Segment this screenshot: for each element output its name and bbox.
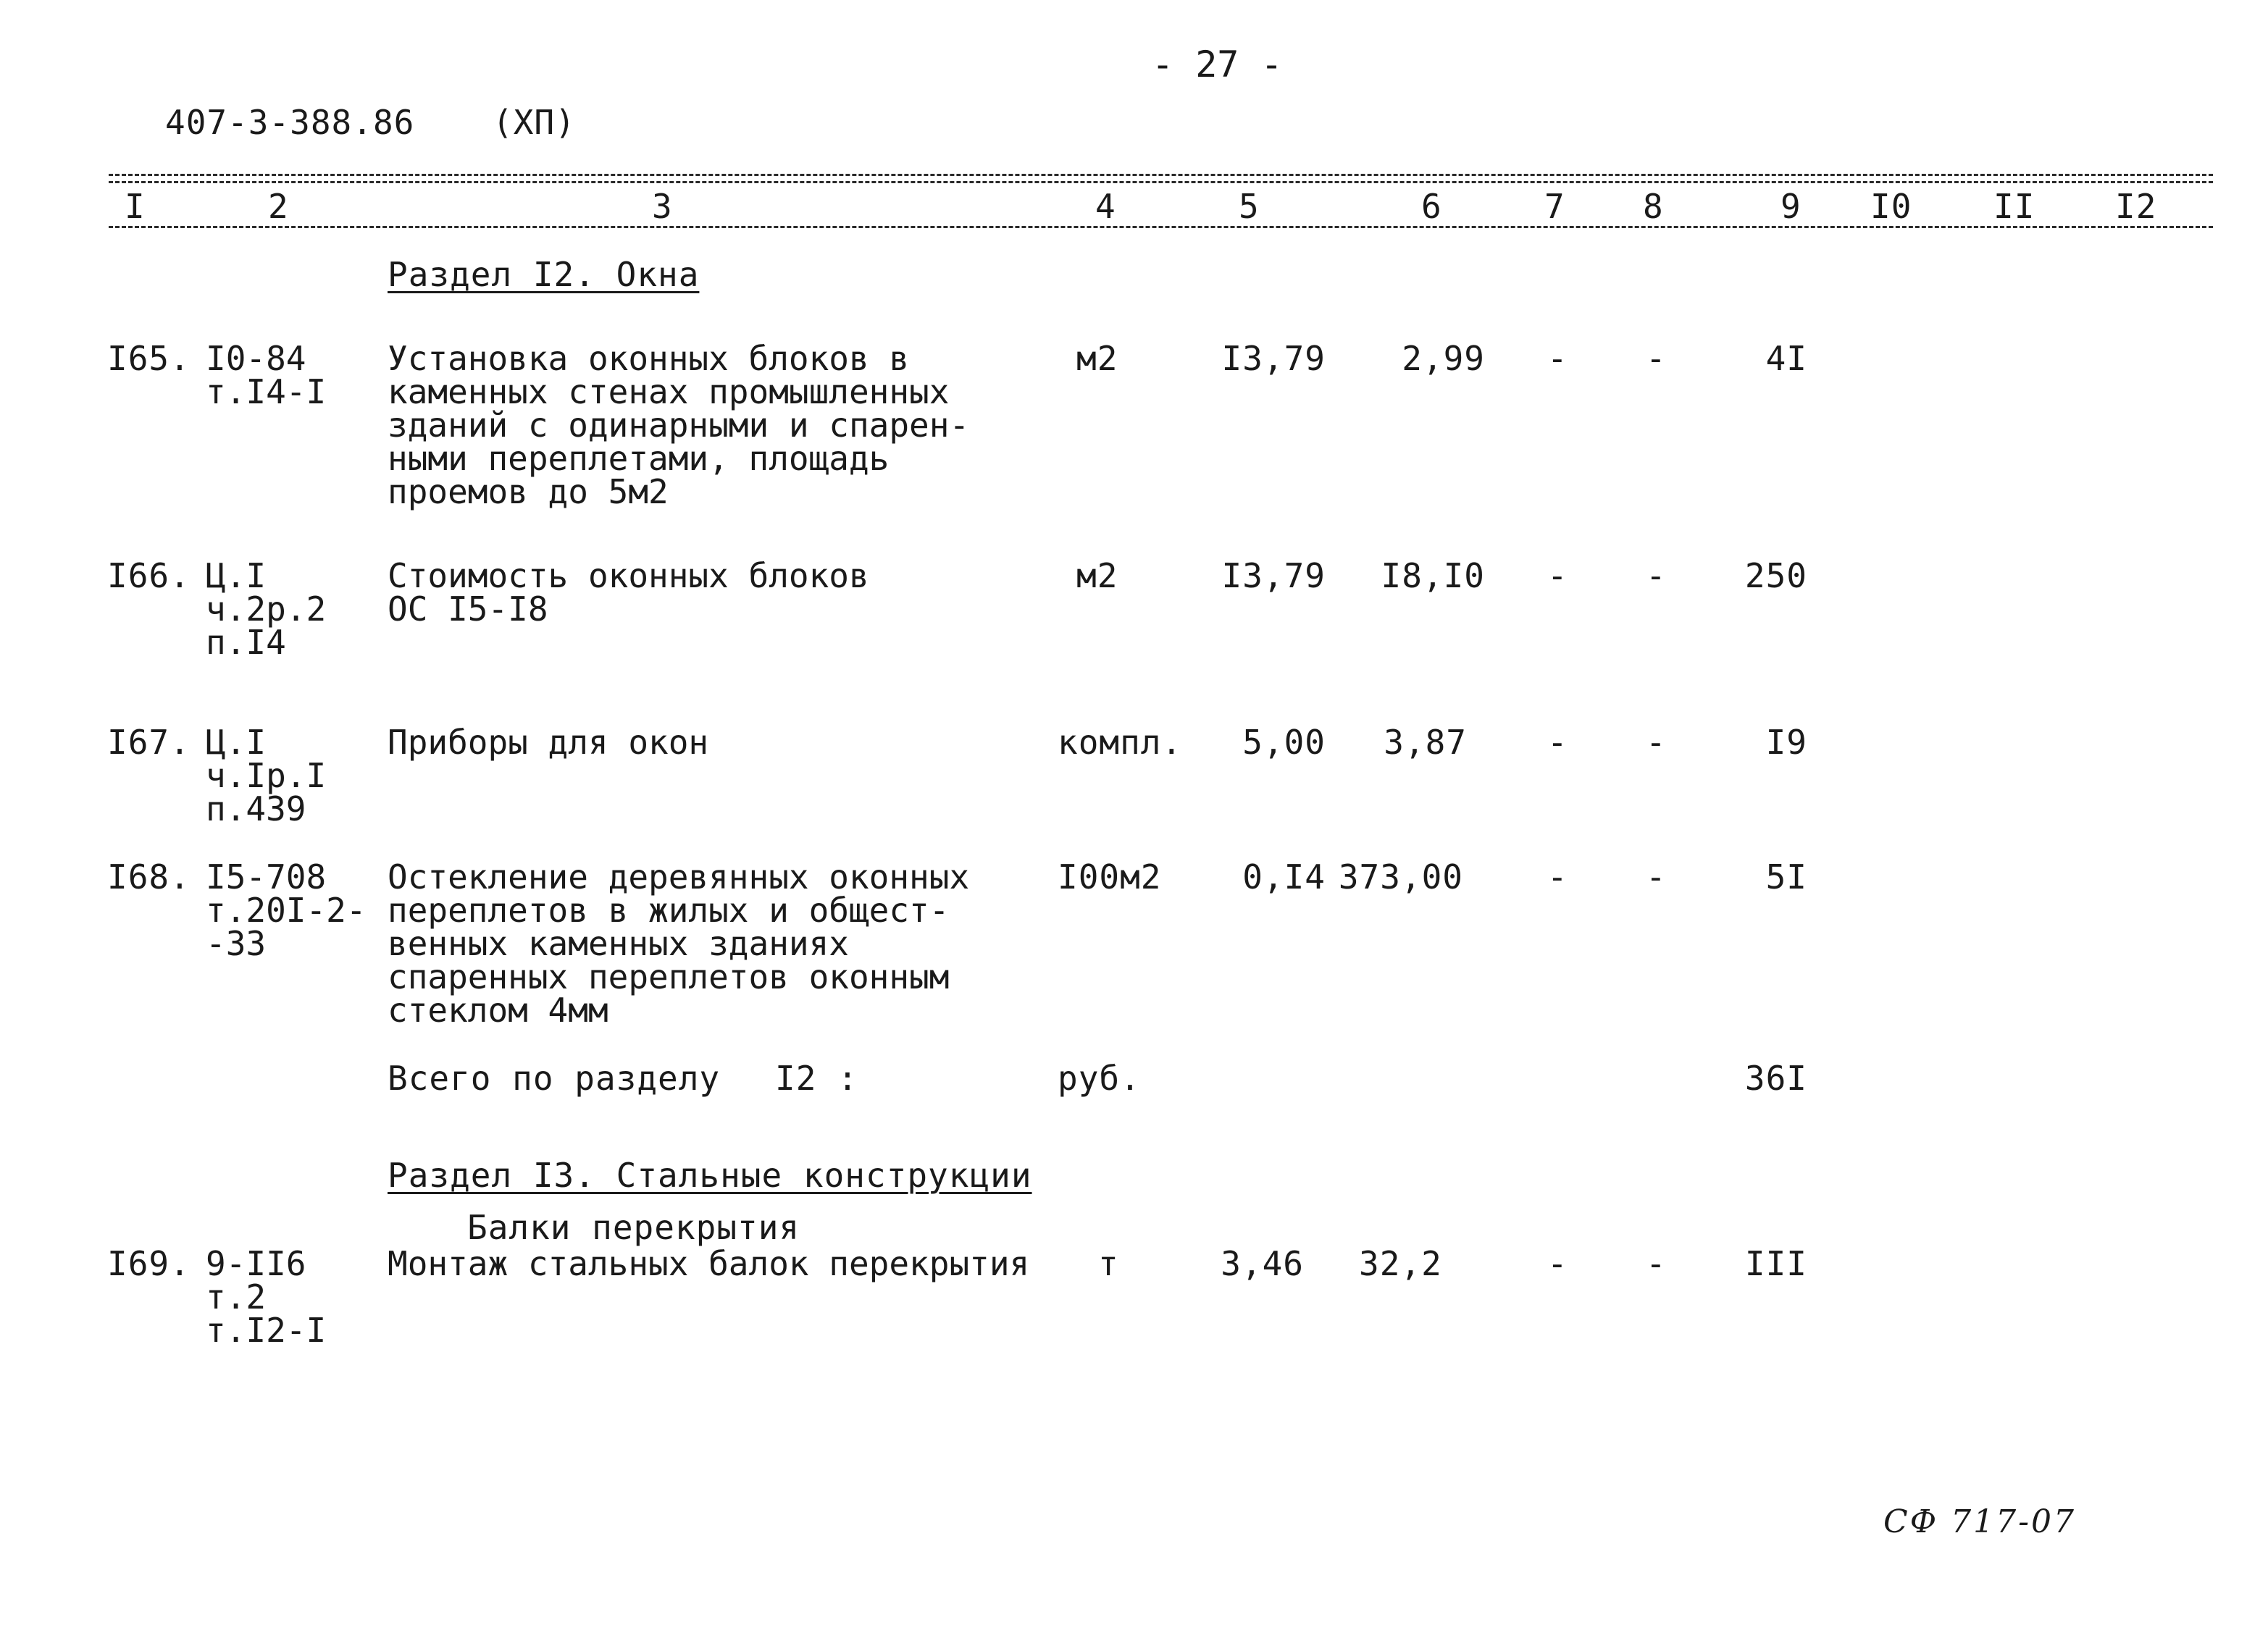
row-quantity: 3,46	[1221, 1244, 1304, 1283]
row-number: I69.	[107, 1244, 191, 1283]
row-total: III	[1744, 1244, 1807, 1283]
row-code: Ц.I ч.2р.2 п.I4	[206, 556, 327, 662]
row-description: Приборы для окон	[388, 723, 709, 762]
row-quantity: 5,00	[1242, 723, 1326, 762]
column-header: 5	[1239, 187, 1260, 226]
row-code: I0-84 т.I4-I	[206, 339, 327, 411]
row-quantity: I3,79	[1221, 339, 1326, 378]
row-col7: -	[1547, 857, 1568, 897]
summary-section: I2 :	[775, 1059, 858, 1098]
row-unit-price: 3,87	[1384, 723, 1467, 762]
row-unit-price: 2,99	[1402, 339, 1485, 378]
row-number: I68.	[107, 857, 191, 897]
row-unit: I00м2	[1058, 857, 1162, 897]
column-header: 3	[652, 187, 673, 226]
row-description: Остекление деревянных оконных переплетов в жилых и общест- венных каменных зданиях спаренных переплетов оконным стеклом 4мм	[388, 857, 970, 1030]
header-rule-top-2	[109, 181, 2213, 183]
row-col8: -	[1646, 556, 1667, 595]
row-col7: -	[1547, 723, 1568, 762]
row-description: Монтаж стальных балок перекрытия	[388, 1244, 1030, 1283]
row-unit: компл.	[1058, 723, 1183, 762]
row-unit: т	[1098, 1244, 1119, 1283]
column-header: 6	[1421, 187, 1442, 226]
column-header: 8	[1643, 187, 1664, 226]
row-col7: -	[1547, 339, 1568, 378]
section-title: Раздел I3. Стальные конструкции	[388, 1156, 1032, 1195]
row-unit: м2	[1076, 339, 1118, 378]
section-subtitle: Балки перекрытия	[467, 1208, 800, 1247]
row-col8: -	[1646, 857, 1667, 897]
row-total: 250	[1744, 556, 1807, 595]
row-unit-price: 373,00	[1338, 857, 1463, 897]
column-header: I0	[1870, 187, 1912, 226]
row-total: 4I	[1765, 339, 1807, 378]
column-header: 2	[268, 187, 289, 226]
section-title: Раздел I2. Окна	[388, 255, 700, 294]
row-col7: -	[1547, 1244, 1568, 1283]
row-description: Стоимость оконных блоков ОС I5-I8	[388, 556, 869, 629]
document-part: (XП)	[493, 103, 576, 142]
document-code: 407-3-388.86	[165, 103, 415, 142]
row-col7: -	[1547, 556, 1568, 595]
row-quantity: I3,79	[1221, 556, 1326, 595]
row-number: I66.	[107, 556, 191, 595]
column-header: 7	[1544, 187, 1565, 226]
row-quantity: 0,I4	[1242, 857, 1326, 897]
column-header: I	[125, 187, 146, 226]
row-col8: -	[1646, 723, 1667, 762]
row-total: 5I	[1765, 857, 1807, 897]
row-number: I67.	[107, 723, 191, 762]
summary-unit: руб.	[1058, 1059, 1141, 1098]
summary-total: 36I	[1744, 1059, 1807, 1098]
row-total: I9	[1765, 723, 1807, 762]
row-description: Установка оконных блоков в каменных стенах промышленных зданий с одинарными и спарен- ными переплетами, площадь проемов до 5м2	[388, 339, 970, 511]
summary-label: Всего по разделу	[388, 1059, 721, 1098]
row-number: I65.	[107, 339, 191, 378]
handwritten-stamp: СФ 717-07	[1883, 1503, 2077, 1540]
header-rule-bottom	[109, 226, 2213, 228]
row-unit-price: I8,I0	[1381, 556, 1485, 595]
column-header: II	[1993, 187, 2035, 226]
row-code: I5-708 т.20I-2- -33	[206, 857, 367, 963]
row-col8: -	[1646, 339, 1667, 378]
column-header: 9	[1780, 187, 1802, 226]
row-code: Ц.I ч.Iр.I п.439	[206, 723, 327, 828]
header-rule-top	[109, 174, 2213, 176]
page-number: - 27 -	[1152, 43, 1283, 85]
column-header: 4	[1095, 187, 1116, 226]
row-unit-price: 32,2	[1359, 1244, 1442, 1283]
row-code: 9-II6 т.2 т.I2-I	[206, 1244, 327, 1350]
column-header: I2	[2115, 187, 2157, 226]
row-col8: -	[1646, 1244, 1667, 1283]
row-unit: м2	[1076, 556, 1118, 595]
